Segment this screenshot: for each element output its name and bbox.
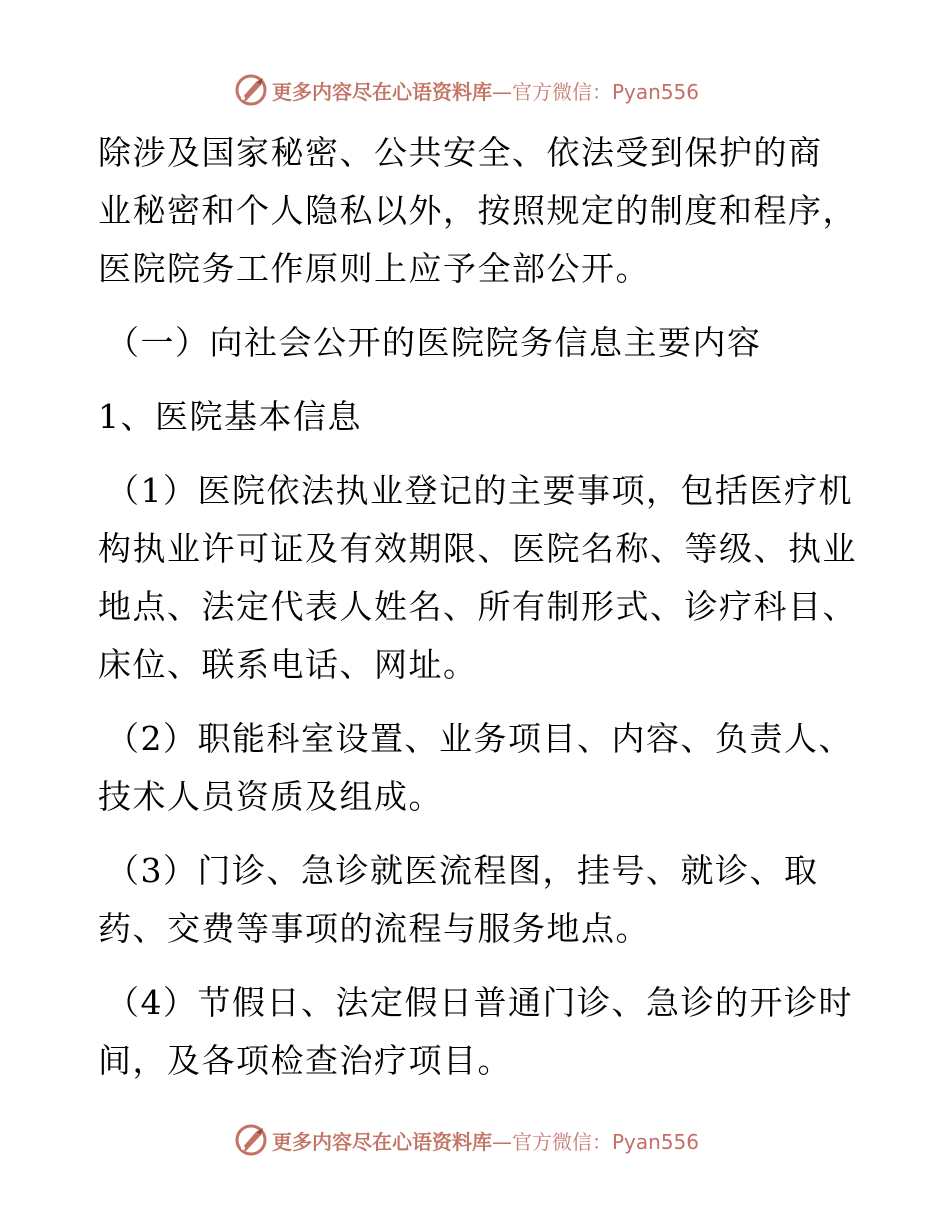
document-body <box>98 124 858 1106</box>
text-line: （3）门诊、急诊就医流程图，挂号、就诊、取 <box>106 851 819 890</box>
text-line: 构执业许可证及有效期限、医院名称、等级、执业 <box>98 529 857 568</box>
text-line: 业秘密和个人隐私以外，按照规定的制度和程序， <box>98 191 857 230</box>
text-line: 除涉及国家秘密、公共安全、依法受到保护的商 <box>98 133 823 172</box>
paragraph-item-3 <box>98 842 858 958</box>
watermark-separator: — <box>492 1129 512 1154</box>
text-line: 床位、联系电话、网址。 <box>98 645 478 684</box>
watermark-wechat-label: 官方微信： <box>512 1129 612 1154</box>
watermark-text <box>272 76 699 105</box>
text-line: 药、交费等事项的流程与服务地点。 <box>98 909 650 948</box>
quill-logo-icon <box>234 1123 268 1157</box>
watermark-wechat-label: 官方微信： <box>512 79 612 104</box>
watermark-wechat-id: Pyan556 <box>612 1129 700 1154</box>
watermark-text <box>272 1126 699 1155</box>
text-line: 1、医院基本信息 <box>98 397 362 436</box>
paragraph-item-4 <box>98 974 858 1090</box>
watermark-wechat-id: Pyan556 <box>612 79 700 104</box>
paragraph-item-1 <box>98 462 858 694</box>
text-line: 间，及各项检查治疗项目。 <box>98 1041 512 1080</box>
text-line: 地点、法定代表人姓名、所有制形式、诊疗科目、 <box>98 587 857 626</box>
text-line: （1）医院依法执业登记的主要事项，包括医疗机 <box>106 471 853 510</box>
paragraph-item-2 <box>98 710 858 826</box>
watermark-separator: — <box>492 79 512 104</box>
watermark-site-name: 更多内容尽在心语资料库 <box>272 79 492 104</box>
text-line: （2）职能科室设置、业务项目、内容、负责人、 <box>106 719 853 758</box>
watermark-site-name: 更多内容尽在心语资料库 <box>272 1129 492 1154</box>
subsection-heading <box>98 388 858 446</box>
paragraph-intro <box>98 124 858 298</box>
text-line: （4）节假日、法定假日普通门诊、急诊的开诊时 <box>106 983 853 1022</box>
text-line: 技术人员资质及组成。 <box>98 777 443 816</box>
text-line: （一）向社会公开的医院院务信息主要内容 <box>106 323 762 362</box>
text-line: 医院院务工作原则上应予全部公开。 <box>98 249 650 288</box>
section-heading <box>98 314 858 372</box>
header-watermark <box>234 70 699 110</box>
quill-logo-icon <box>234 73 268 107</box>
footer-watermark <box>234 1120 699 1160</box>
